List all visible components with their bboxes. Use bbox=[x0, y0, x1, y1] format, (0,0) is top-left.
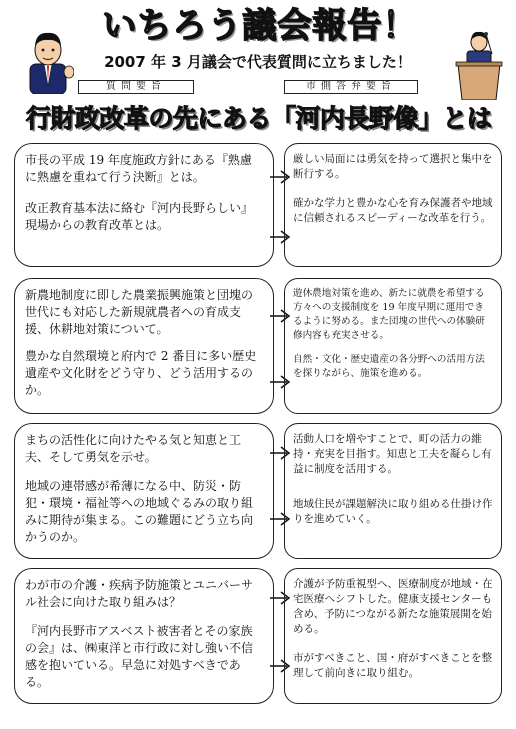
qa-section-4 bbox=[14, 568, 502, 704]
answer-text: 活動人口を増やすことで、町の活力の維持・充実を目指す。知恵と工夫を凝らし有益に制度を活用する。 bbox=[293, 433, 492, 475]
question-text: わが市の介護・疾病予防施策とユニバーサル社会に向けた取り組みは？ bbox=[25, 578, 254, 609]
question-text: 地域の連帯感が希薄になる中、防災・防犯・環境・福祉等への地域ぐるみの取り組みに期待が集まる。この難題にどう立ち向かうのか。 bbox=[25, 479, 254, 544]
answer-text: 厳しい局面には勇気を持って選択と集中を断行する。 bbox=[293, 153, 493, 180]
councilman-illustration bbox=[22, 24, 74, 94]
answer-box bbox=[284, 278, 502, 414]
newsletter-subtitle: 2007 年 3 月議会で代表質問に立ちました！ bbox=[104, 53, 412, 71]
qa-section-2 bbox=[14, 278, 502, 414]
question-text: 豊かな自然環境と府内で 2 番目に多い歴史遺産や文化財をどう守り、どう活用するのか。 bbox=[25, 349, 257, 397]
question-text: まちの活性化に向けたやる気と知恵と工夫、そして勇気を示せ。 bbox=[25, 433, 242, 464]
answer-text: 地域住民が課題解決に取り組める仕掛け作りを進めていく。 bbox=[293, 498, 493, 525]
question-box bbox=[14, 278, 274, 414]
question-box bbox=[14, 568, 274, 704]
answer-text: 遊休農地対策を進め、新たに就農を希望する方々への支援制度を 19 年度早期に運用できるように努める。また団塊の世代への体験研修内容も充実させる。 bbox=[293, 288, 485, 341]
answer-box bbox=[284, 568, 502, 704]
qa-section-3 bbox=[14, 423, 502, 559]
question-text: 『河内長野市アスベスト被害者とその家族の会』は、㈱東洋と市行政に対し強い不信感を抱いている。早急に対処すべきである。 bbox=[25, 624, 254, 689]
headline: 行財政改革の先にある「河内長野像」とは bbox=[26, 104, 492, 133]
answer-text: 市がすべきこと、国・府がすべきことを整理して前向きに取り組む。 bbox=[293, 652, 493, 679]
question-text: 市長の平成 19 年度施政方針にある『熟慮に熟慮を重ねて行う決断』とは。 bbox=[25, 153, 252, 184]
answer-text: 確かな学力と豊かな心を育み保護者や地域に信頼されるスピーディーな改革を行う。 bbox=[293, 197, 493, 224]
answer-text: 自然・文化・歴史遺産の各分野への活用方法を探りながら、施策を進める。 bbox=[293, 354, 485, 379]
answer-box bbox=[284, 143, 502, 267]
question-text: 新農地制度に即した農業振興施策と団塊の世代にも対応した新規就農者への育成支援、休耕地対策について。 bbox=[25, 288, 254, 336]
answer-box bbox=[284, 423, 502, 559]
answer-summary-label: 市側答弁要旨 bbox=[284, 80, 418, 94]
question-box bbox=[14, 143, 274, 267]
question-text: 改正教育基本法に絡む『河内長野らしい』現場からの教育改革とは。 bbox=[25, 201, 254, 232]
newsletter-title: いちろう議会報告！ bbox=[102, 6, 418, 46]
answer-text: 介護が予防重視型へ、医療制度が地域・在宅医療へシフトした。健康支援センターも含め、予防につながる新たな施策展開を始める。 bbox=[293, 578, 493, 635]
question-summary-label: 質問要旨 bbox=[78, 80, 194, 94]
question-box bbox=[14, 423, 274, 559]
qa-section-1 bbox=[14, 143, 502, 267]
podium-speaker-illustration bbox=[450, 28, 508, 100]
